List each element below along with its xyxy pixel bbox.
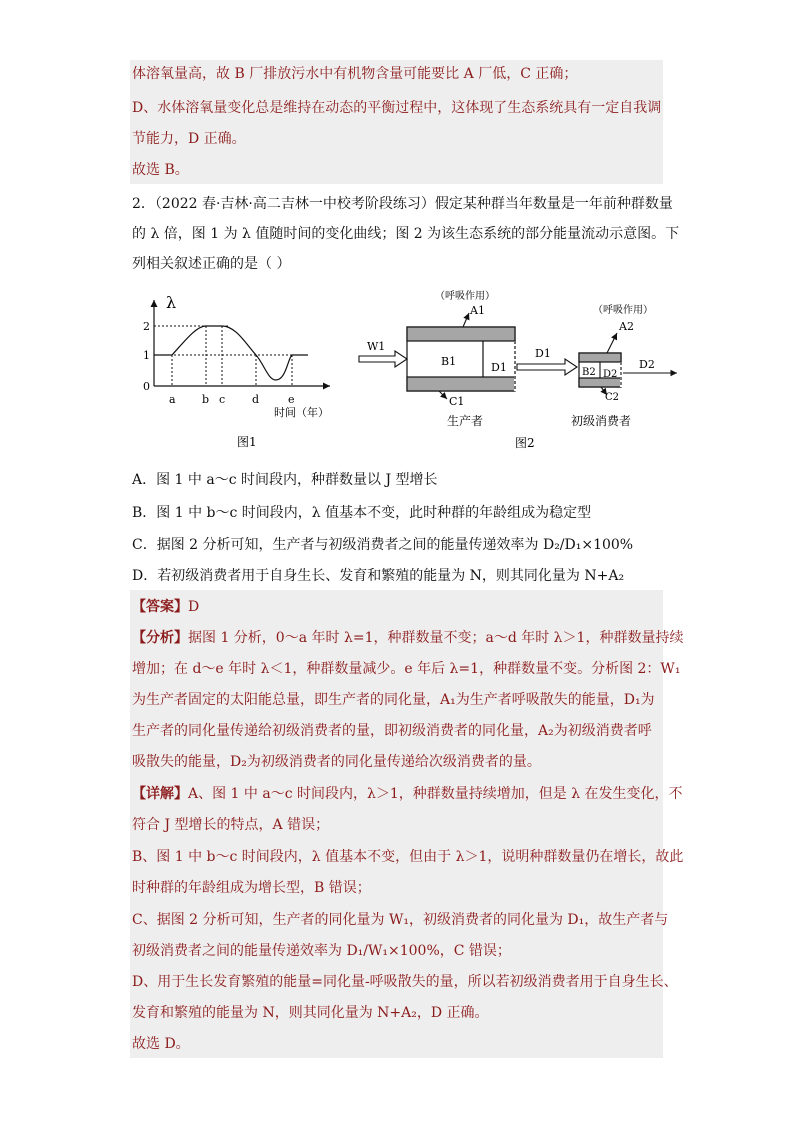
figure-1-lambda-curve xyxy=(140,288,350,453)
b1-label: B1 xyxy=(441,355,457,368)
answer-line xyxy=(132,597,199,617)
d2-inner-label: D2 xyxy=(603,369,618,380)
fig1-tick-0: 0 xyxy=(143,380,150,393)
detail-line-8: 发育和繁殖的能量为 N，则其同化量为 N+A₂，D 正确。 xyxy=(132,1005,489,1021)
top-line-3: 节能力，D 正确。 xyxy=(132,131,246,147)
fig2-caption: 图2 xyxy=(515,436,535,450)
detail-line-4: 时种群的年龄组成为增长型，B 错误； xyxy=(132,880,371,896)
analysis-line-1 xyxy=(132,628,683,648)
figure-2-energy-flow xyxy=(355,285,685,455)
a2-arrow xyxy=(607,333,617,353)
question-line-2: 的 λ 倍，图 1 为 λ 值随时间的变化曲线；图 2 为该生态系统的部分能量流动示意图。下 xyxy=(132,226,680,242)
c1-label: C1 xyxy=(449,395,465,408)
w1-label: W1 xyxy=(367,340,386,353)
detail-line-1 xyxy=(132,784,683,804)
b2-label: B2 xyxy=(582,367,596,378)
fig1-tick-e: e xyxy=(288,393,295,406)
consumer-label: 初级消费者 xyxy=(571,414,632,428)
fig1-caption: 图1 xyxy=(237,435,257,449)
fig1-tick-2: 2 xyxy=(143,320,150,333)
top-line-4: 故选 B。 xyxy=(132,162,189,178)
d1-arrow-label: D1 xyxy=(535,347,551,360)
analysis-line-5: 吸散失的能量，D₂为初级消费者的同化量传递给次级消费者的量。 xyxy=(132,754,541,770)
detail-first: A、图 1 中 a～c 时间段内，λ＞1，种群数量持续增加，但是 λ 在发生变化，不 xyxy=(188,786,683,802)
detail-tag: 【详解】 xyxy=(132,786,188,802)
answer-tag: 【答案】 xyxy=(132,599,188,615)
analysis-tag: 【分析】 xyxy=(132,630,188,646)
producer-label: 生产者 xyxy=(447,414,484,428)
d2-arrow-label: D2 xyxy=(639,358,655,371)
producer-top-band xyxy=(407,327,515,341)
consumer-top-band xyxy=(579,353,621,362)
fig1-tick-a: a xyxy=(169,393,176,406)
question-line-1: 2．（2022 春·吉林·高二吉林一中校考阶段练习）假定某种群当年数量是一年前种群数量 xyxy=(132,196,673,212)
analysis-line-4: 生产者的同化量传递给初级消费者的量，即初级消费者的同化量，A₂为初级消费者呼 xyxy=(132,723,652,739)
detail-line-5: C、据图 2 分析可知，生产者的同化量为 W₁，初级消费者的同化量为 D₁，故生产者与 xyxy=(132,912,669,928)
top-line-1: 体溶氧量高，故 B 厂排放污水中有机物含量可能要比 A 厂低，C 正确； xyxy=(132,66,578,82)
option-d: D．若初级消费者用于自身生长、发育和繁殖的能量为 N，则其同化量为 N+A₂ xyxy=(132,568,625,584)
detail-line-3: B、图 1 中 b～c 时间段内，λ 值基本不变，但由于 λ＞1，说明种群数量仍在增长，故此 xyxy=(132,849,684,865)
resp2-label: （呼吸作用） xyxy=(593,305,653,316)
detail-line-6: 初级消费者之间的能量传递效率为 D₁/W₁×100%，C 错误； xyxy=(132,943,511,959)
w1-arrow xyxy=(359,351,407,367)
producer-bottom-band xyxy=(407,377,515,391)
fig1-tick-b: b xyxy=(202,393,210,406)
fig1-tick-c: c xyxy=(219,393,226,406)
detail-line-2: 符合 J 型增长的特点，A 错误； xyxy=(132,817,330,833)
c1-arrow xyxy=(439,391,447,399)
detail-line-7: D、用于生长发育繁殖的能量=同化量-呼吸散失的量，所以若初级消费者用于自身生长、 xyxy=(132,974,678,990)
resp1-label: （呼吸作用） xyxy=(435,291,495,302)
analysis-line-3: 为生产者固定的太阳能总量，即生产者的同化量，A₁为生产者呼吸散失的能量，D₁为 xyxy=(132,692,655,708)
c2-label: C2 xyxy=(605,392,620,403)
fig1-y-label: λ xyxy=(166,293,177,312)
answer-value: D xyxy=(188,599,200,615)
option-a: A．图 1 中 a～c 时间段内，种群数量以 J 型增长 xyxy=(132,472,438,488)
fig1-tick-d: d xyxy=(252,393,260,406)
question-line-3: 列相关叙述正确的是（ ） xyxy=(132,256,291,272)
fig1-x-label: 时间（年） xyxy=(274,406,329,419)
analysis-line-2: 增加；在 d～e 年时 λ＜1，种群数量减少。e 年后 λ=1，种群数量不变。分析图 2：W₁ xyxy=(132,661,681,677)
a1-label: A1 xyxy=(470,304,485,317)
d1-arrow xyxy=(517,359,577,375)
detail-line-9: 故选 D。 xyxy=(132,1036,190,1052)
fig1-lambda-curve xyxy=(154,326,308,380)
option-b: B．图 1 中 b～c 时间段内，λ 值基本不变，此时种群的年龄组成为稳定型 xyxy=(132,505,592,521)
a2-label: A2 xyxy=(619,320,634,333)
analysis-first: 据图 1 分析，0～a 年时 λ=1，种群数量不变；a～d 年时 λ＞1，种群数量持续 xyxy=(188,630,684,646)
a1-arrow xyxy=(463,313,469,327)
option-c: C．据图 2 分析可知，生产者与初级消费者之间的能量传递效率为 D₂/D₁×100% xyxy=(132,537,634,553)
top-line-2: D、水体溶氧量变化总是维持在动态的平衡过程中，这体现了生态系统具有一定自我调 xyxy=(132,100,662,116)
fig1-tick-1: 1 xyxy=(143,349,150,362)
d1-inner-label: D1 xyxy=(491,361,507,374)
